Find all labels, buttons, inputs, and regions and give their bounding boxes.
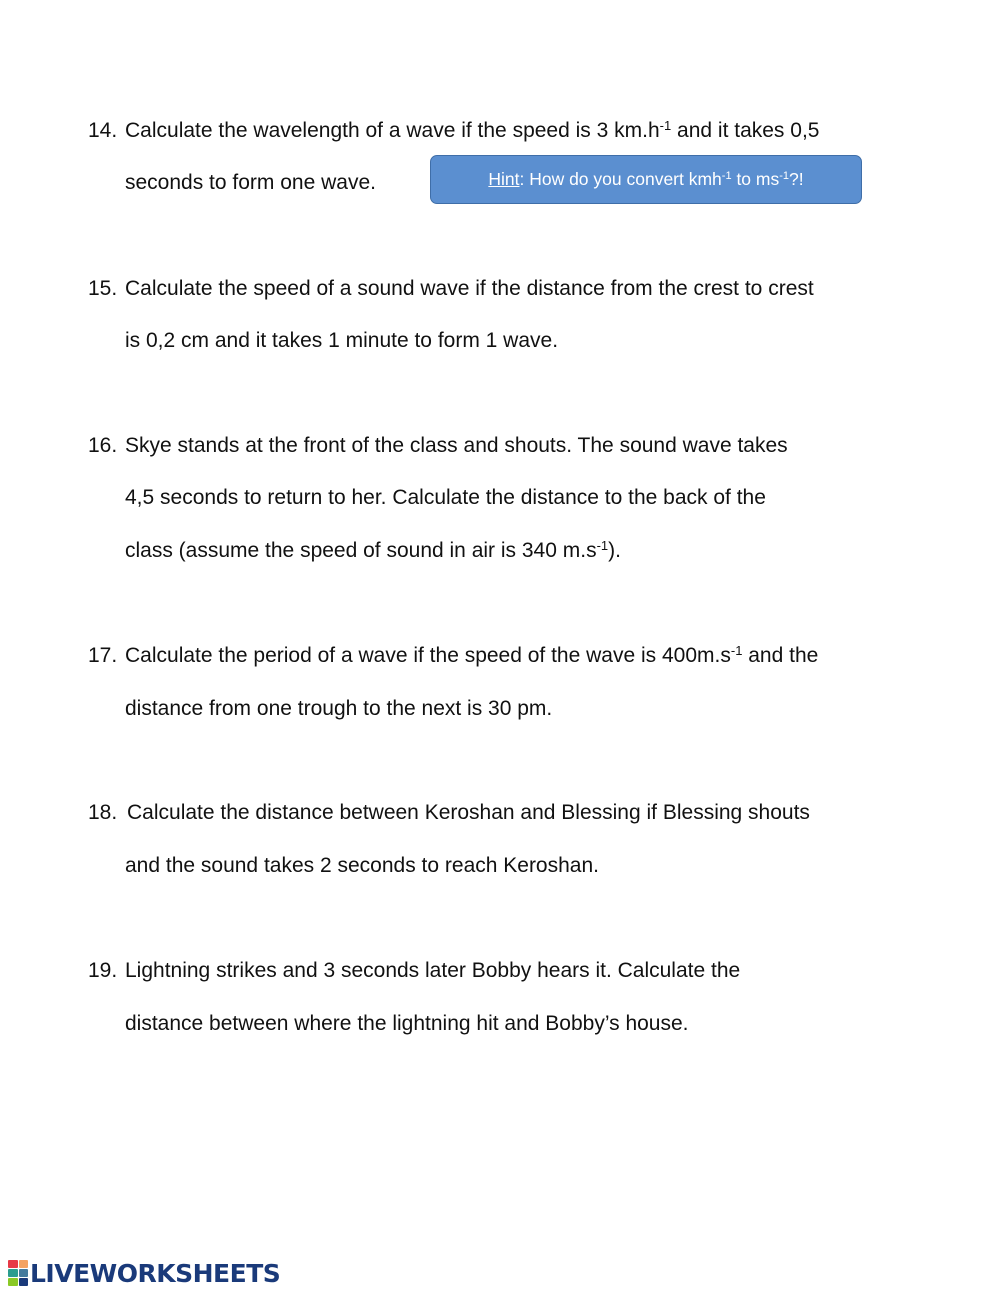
question-19-line-1: Lightning strikes and 3 seconds later Bobby hears it. Calculate the bbox=[125, 959, 741, 982]
question-19-line-2: distance between where the lightning hit and Bobby’s house. bbox=[125, 1012, 689, 1035]
superscript: -1 bbox=[721, 170, 732, 182]
question-number-16: 16. bbox=[88, 434, 118, 457]
question-number-17: 17. bbox=[88, 644, 118, 667]
question-16-line-3 bbox=[125, 538, 621, 564]
superscript: -1 bbox=[779, 170, 790, 182]
question-number-14: 14. bbox=[88, 119, 118, 142]
logo-block bbox=[19, 1278, 29, 1286]
question-18-line-2: and the sound takes 2 seconds to reach Keroshan. bbox=[125, 854, 599, 877]
question-14-line-2: seconds to form one wave. bbox=[125, 171, 376, 194]
superscript: -1 bbox=[659, 118, 672, 133]
question-16-line-1: Skye stands at the front of the class and shouts. The sound wave takes bbox=[125, 434, 788, 457]
liveworksheets-logo[interactable] bbox=[8, 1257, 280, 1289]
hint-text: : How do you convert kmh bbox=[519, 169, 722, 189]
text-segment: and it takes 0,5 bbox=[671, 119, 820, 142]
question-number-19: 19. bbox=[88, 959, 118, 982]
logo-block bbox=[8, 1278, 18, 1286]
text-segment: ). bbox=[608, 539, 621, 562]
question-number-15: 15. bbox=[88, 277, 118, 300]
question-14-line-1 bbox=[125, 118, 819, 144]
question-number-18: 18. bbox=[88, 801, 118, 824]
question-15-line-1: Calculate the speed of a sound wave if the distance from the crest to crest bbox=[125, 277, 814, 300]
question-18-line-1: Calculate the distance between Keroshan and Blessing if Blessing shouts bbox=[127, 801, 810, 824]
logo-block bbox=[19, 1260, 29, 1268]
logo-text: LIVEWORKSHEETS bbox=[30, 1258, 281, 1288]
question-15-line-2: is 0,2 cm and it takes 1 minute to form 1 wave. bbox=[125, 329, 559, 352]
logo-block bbox=[8, 1269, 18, 1277]
text-segment: class (assume the speed of sound in air is 340 m.s bbox=[125, 539, 597, 562]
hint-text: to ms bbox=[731, 169, 780, 189]
logo-mark-icon bbox=[8, 1260, 28, 1286]
text-segment: Calculate the period of a wave if the speed of the wave is 400m.s bbox=[125, 644, 731, 667]
hint-button[interactable] bbox=[430, 155, 862, 204]
text-segment: and the bbox=[742, 644, 819, 667]
superscript: -1 bbox=[730, 643, 743, 658]
hint-text: ?! bbox=[789, 169, 804, 189]
superscript: -1 bbox=[596, 538, 609, 553]
text-segment: Calculate the wavelength of a wave if the speed is 3 km.h bbox=[125, 119, 660, 142]
logo-block bbox=[19, 1269, 29, 1277]
question-16-line-2: 4,5 seconds to return to her. Calculate the distance to the back of the bbox=[125, 486, 766, 509]
question-17-line-1 bbox=[125, 643, 818, 669]
logo-block bbox=[8, 1260, 18, 1268]
question-17-line-2: distance from one trough to the next is 30 pm. bbox=[125, 697, 553, 720]
hint-label: Hint bbox=[488, 169, 520, 189]
